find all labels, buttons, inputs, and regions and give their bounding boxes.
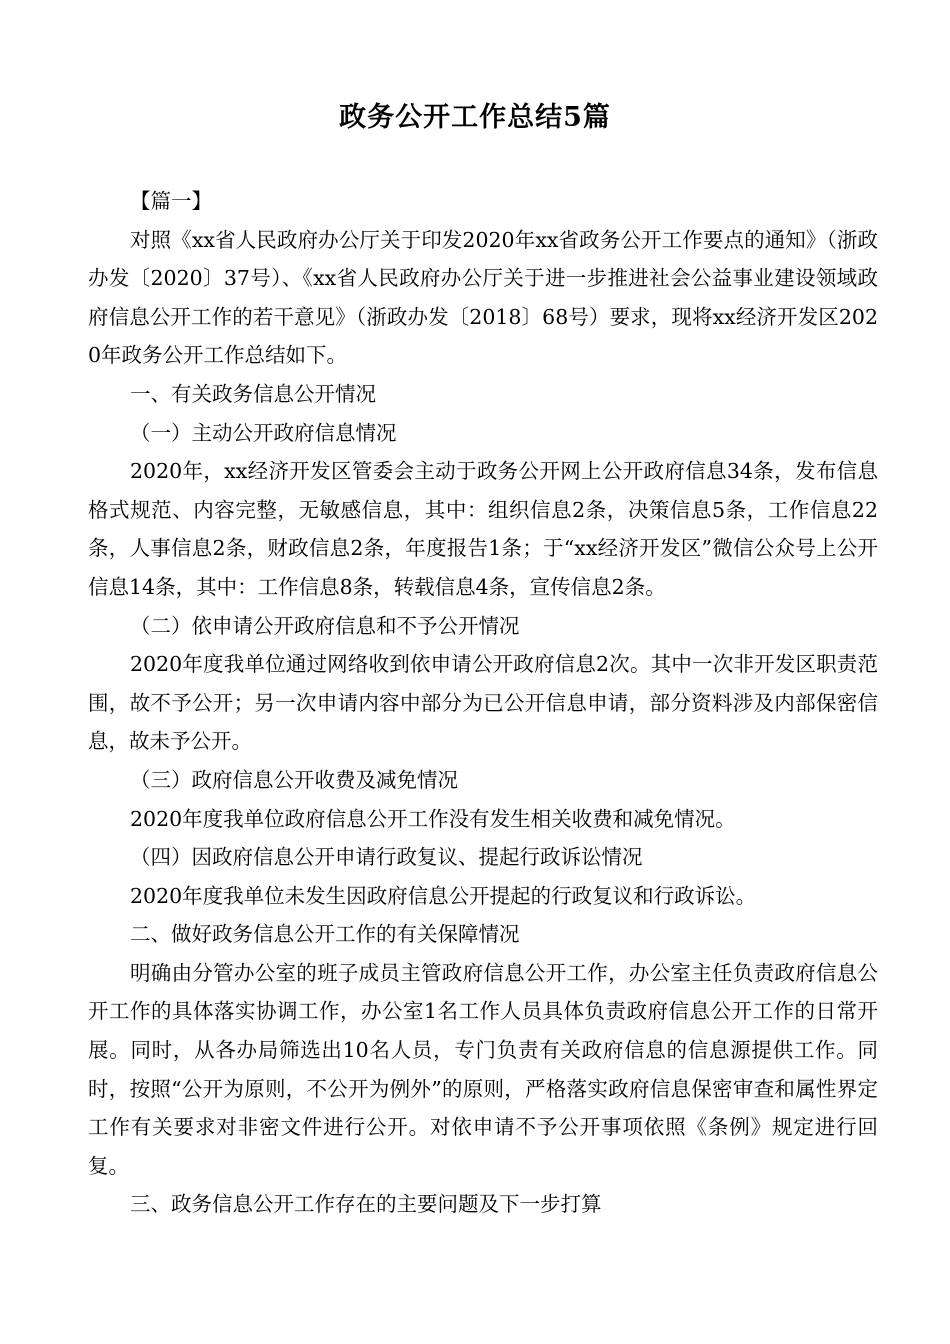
document-body bbox=[88, 182, 878, 1224]
body-paragraph: 明确由分管办公室的班子成员主管政府信息公开工作，办公室主任负责政府信息公开工作的具体落实协调工作，办公室1名工作人员具体负责政府信息公开工作的日常开展。同时，从各办局筛选出10名人员，专门负责有关政府信息的信息源提供工作。同时，按照“公开为原则，不公开为例外”的原则，严格落实政府信息保密审查和属性界定工作有关要求对非密文件进行公开。对依申请不予公开事项依照《条例》规定进行回复。 bbox=[88, 960, 878, 1178]
intro-paragraph: 对照《xx省人民政府办公厅关于印发2020年xx省政务公开工作要点的通知》（浙政办发〔2020〕37号）、《xx省人民政府办公厅关于进一步推进社会公益事业建设领域政府信息公开工作的若干意见》（浙政办发〔2018〕68号）要求，现将xx经济开发区2020年政务公开工作总结如下。 bbox=[88, 227, 878, 368]
subsection-heading: （一）主动公开政府信息情况 bbox=[130, 420, 397, 445]
section-heading: 一、有关政务信息公开情况 bbox=[130, 381, 376, 406]
section-marker: 【篇一】 bbox=[130, 189, 212, 213]
body-paragraph: 2020年度我单位政府信息公开工作没有发生相关收费和减免情况。 bbox=[130, 806, 736, 831]
subsection-heading: （二）依申请公开政府信息和不予公开情况 bbox=[130, 613, 520, 638]
subsection-heading: （三）政府信息公开收费及减免情况 bbox=[130, 767, 458, 792]
section-heading: 二、做好政务信息公开工作的有关保障情况 bbox=[130, 922, 520, 947]
body-paragraph: 2020年度我单位通过网络收到依申请公开政府信息2次。其中一次非开发区职责范围，故不予公开；另一次申请内容中部分为已公开信息申请，部分资料涉及内部保密信息，故未予公开。 bbox=[88, 652, 878, 754]
subsection-heading: （四）因政府信息公开申请行政复议、提起行政诉讼情况 bbox=[130, 845, 643, 870]
body-paragraph: 2020年，xx经济开发区管委会主动于政务公开网上公开政府信息34条，发布信息格式规范、内容完整，无敏感信息，其中：组织信息2条，决策信息5条，工作信息22条，人事信息2条，财政信息2条，年度报告1条；于“xx经济开发区”微信公众号上公开信息14条，其中：工作信息8条，转载信息4条，宣传信息2条。 bbox=[88, 459, 878, 599]
document-title: 政务公开工作总结5篇 bbox=[339, 102, 611, 133]
section-heading: 三、政务信息公开工作存在的主要问题及下一步打算 bbox=[130, 1192, 602, 1217]
body-paragraph: 2020年度我单位未发生因政府信息公开提起的行政复议和行政诉讼。 bbox=[130, 883, 757, 908]
